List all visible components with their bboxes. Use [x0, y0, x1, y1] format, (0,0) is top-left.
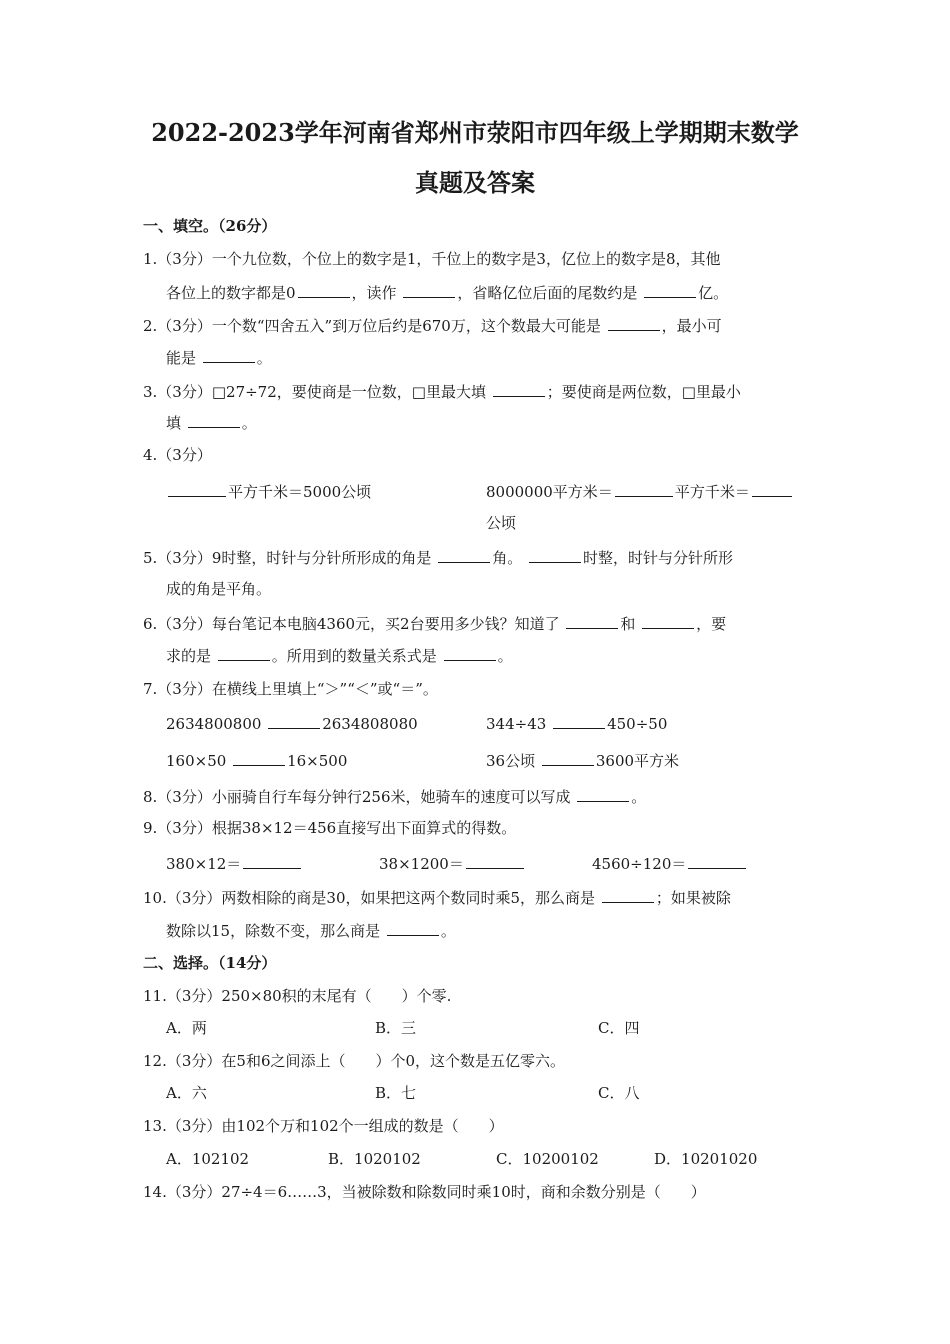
- q5-text3: 时整，时针与分针所形: [582, 549, 733, 567]
- q11-option-b[interactable]: B．三: [375, 1019, 417, 1037]
- q1-text4: 亿。: [698, 284, 729, 302]
- q7-blank4[interactable]: [542, 749, 594, 766]
- q2-line1: [143, 314, 722, 337]
- q3-blank1[interactable]: [493, 380, 545, 397]
- q12-option-b[interactable]: B．七: [375, 1084, 417, 1102]
- q4-text3: 平方千米＝: [674, 483, 750, 501]
- q4-right: [486, 480, 794, 503]
- q2-blank2[interactable]: [203, 346, 255, 363]
- q6-blank3[interactable]: [218, 644, 270, 661]
- q7-row2-right: [486, 749, 679, 772]
- q2-text3: 能是: [166, 349, 197, 367]
- q5-line1: [143, 546, 733, 569]
- q4-left: [166, 480, 371, 503]
- q13-option-c[interactable]: C．10200102: [496, 1150, 599, 1168]
- q2-line2: [166, 346, 272, 369]
- q1-blank2[interactable]: [403, 281, 455, 298]
- q7-row1-right: [486, 712, 667, 735]
- q10-text4: 。: [440, 922, 456, 940]
- q8-blank1[interactable]: [577, 785, 629, 802]
- q1-text2: ，读作: [351, 284, 397, 302]
- q10-blank2[interactable]: [387, 919, 439, 936]
- q13-line1: 13.（3分）由102个万和102个一组成的数是（ ）: [143, 1117, 504, 1135]
- q5-text1: 5.（3分）9时整，时针与分针所形成的角是: [143, 549, 432, 567]
- q6-text5: 。所用到的数量关系式是: [271, 647, 437, 665]
- q13-option-d[interactable]: D．10201020: [654, 1150, 758, 1168]
- q3-text1: 3.（3分）□27÷72，要使商是一位数，□里最大填: [143, 383, 486, 401]
- q10-line2: [166, 919, 456, 942]
- q9-blank1[interactable]: [243, 852, 301, 869]
- q2-text2: ，最小可: [661, 317, 722, 335]
- q12-option-a[interactable]: A．六: [166, 1084, 207, 1102]
- q3-text3: 填: [166, 414, 182, 432]
- q11-line1: 11.（3分）250×80积的末尾有（ ）个零.: [143, 987, 452, 1005]
- q2-text1: 2.（3分）一个数“四舍五入”到万位后约是670万，这个数最大可能是: [143, 317, 601, 335]
- q7-r1l-a: 2634800800: [166, 715, 262, 733]
- q10-line1: [143, 886, 731, 909]
- q10-text2: ；如果被除: [655, 889, 731, 907]
- q13-option-a[interactable]: A．102102: [166, 1150, 250, 1168]
- q10-text1: 10.（3分）两数相除的商是30，如果把这两个数同时乘5，那么商是: [143, 889, 596, 907]
- q1-blank1[interactable]: [298, 281, 350, 298]
- q6-line1: [143, 612, 726, 635]
- q9-calc2-text: 38×1200＝: [379, 855, 464, 873]
- q9-blank2[interactable]: [466, 852, 524, 869]
- q7-r2l-a: 160×50: [166, 752, 227, 770]
- q4-blank1[interactable]: [168, 480, 226, 497]
- q8-text2: 。: [631, 788, 647, 806]
- q4-blank2[interactable]: [615, 480, 673, 497]
- q7-r1r-b: 450÷50: [607, 715, 668, 733]
- q5-line2: 成的角是平角。: [166, 580, 272, 598]
- exam-title-line2: 真题及答案: [415, 168, 535, 197]
- q7-r2r-b: 3600平方米: [595, 752, 680, 770]
- q9-blank3[interactable]: [688, 852, 746, 869]
- q9-calc1: [166, 852, 303, 875]
- q4-right-unit: 公顷: [486, 514, 517, 532]
- q9-calc3: [592, 852, 748, 875]
- q6-text1: 6.（3分）每台笔记本电脑4360元，买2台要用多少钱？知道了: [143, 615, 560, 633]
- section-choice-heading: 二、选择。（14分）: [143, 954, 277, 972]
- q6-line2: [166, 644, 513, 667]
- q7-row2-left: [166, 749, 347, 772]
- q3-text2: ；要使商是两位数，□里最小: [546, 383, 741, 401]
- q7-row1-left: [166, 712, 418, 735]
- q7-r1r-a: 344÷43: [486, 715, 547, 733]
- q3-line1: [143, 380, 741, 403]
- q1-blank3[interactable]: [644, 281, 696, 298]
- q4-line1: 4.（3分）: [143, 446, 212, 464]
- q7-line1: 7.（3分）在横线上里填上“＞”“＜”或“＝”。: [143, 680, 438, 698]
- q6-text6: 。: [497, 647, 513, 665]
- q5-blank2[interactable]: [529, 546, 581, 563]
- q1-text3: ，省略亿位后面的尾数约是: [457, 284, 638, 302]
- q11-option-c[interactable]: C．四: [598, 1019, 640, 1037]
- q6-text4: 求的是: [166, 647, 212, 665]
- q6-blank1[interactable]: [566, 612, 618, 629]
- q10-text3: 数除以15，除数不变，那么商是: [166, 922, 381, 940]
- section-fill-heading: 一、填空。（26分）: [143, 217, 277, 235]
- q4-text1: 平方千米＝5000公顷: [228, 483, 372, 501]
- q6-text2: 和: [620, 615, 636, 633]
- q7-blank1[interactable]: [268, 712, 320, 729]
- q1-line1: 1.（3分）一个九位数，个位上的数字是1，千位上的数字是3，亿位上的数字是8，其他: [143, 250, 721, 268]
- q11-option-a[interactable]: A．两: [166, 1019, 207, 1037]
- q12-option-c[interactable]: C．八: [598, 1084, 640, 1102]
- q7-blank3[interactable]: [233, 749, 285, 766]
- q7-r2r-a: 36公顷: [486, 752, 536, 770]
- q9-line1: 9.（3分）根据38×12＝456直接写出下面算式的得数。: [143, 819, 517, 837]
- q5-blank1[interactable]: [438, 546, 490, 563]
- q8-text1: 8.（3分）小丽骑自行车每分钟行256米，她骑车的速度可以写成: [143, 788, 571, 806]
- q7-r2l-b: 16×500: [287, 752, 348, 770]
- q12-line1: 12.（3分）在5和6之间添上（ ）个0，这个数是五亿零六。: [143, 1052, 566, 1070]
- q8-line1: [143, 785, 646, 808]
- q2-text4: 。: [256, 349, 272, 367]
- q6-blank2[interactable]: [642, 612, 694, 629]
- q7-r1l-b: 2634808080: [322, 715, 418, 733]
- q6-text3: ，要: [696, 615, 727, 633]
- q1-line2: [166, 281, 728, 304]
- q13-option-b[interactable]: B．1020102: [328, 1150, 421, 1168]
- exam-title-line1: 2022-2023学年河南省郑州市荥阳市四年级上学期期末数学: [151, 118, 799, 147]
- q3-text4: 。: [241, 414, 257, 432]
- q9-calc1-text: 380×12＝: [166, 855, 242, 873]
- q9-calc2: [379, 852, 526, 875]
- q2-blank1[interactable]: [608, 314, 660, 331]
- q4-blank3[interactable]: [752, 480, 792, 497]
- q3-blank2[interactable]: [188, 411, 240, 428]
- q9-calc3-text: 4560÷120＝: [592, 855, 687, 873]
- q3-line2: [166, 411, 257, 434]
- q10-blank1[interactable]: [602, 886, 654, 903]
- q14-line1: 14.（3分）27÷4＝6……3，当被除数和除数同时乘10时，商和余数分别是（ ）: [143, 1183, 706, 1201]
- q4-text2: 8000000平方米＝: [486, 483, 613, 501]
- q6-blank4[interactable]: [444, 644, 496, 661]
- q7-blank2[interactable]: [553, 712, 605, 729]
- q1-text1: 各位上的数字都是0: [166, 284, 296, 302]
- q5-text2: 角。: [492, 549, 523, 567]
